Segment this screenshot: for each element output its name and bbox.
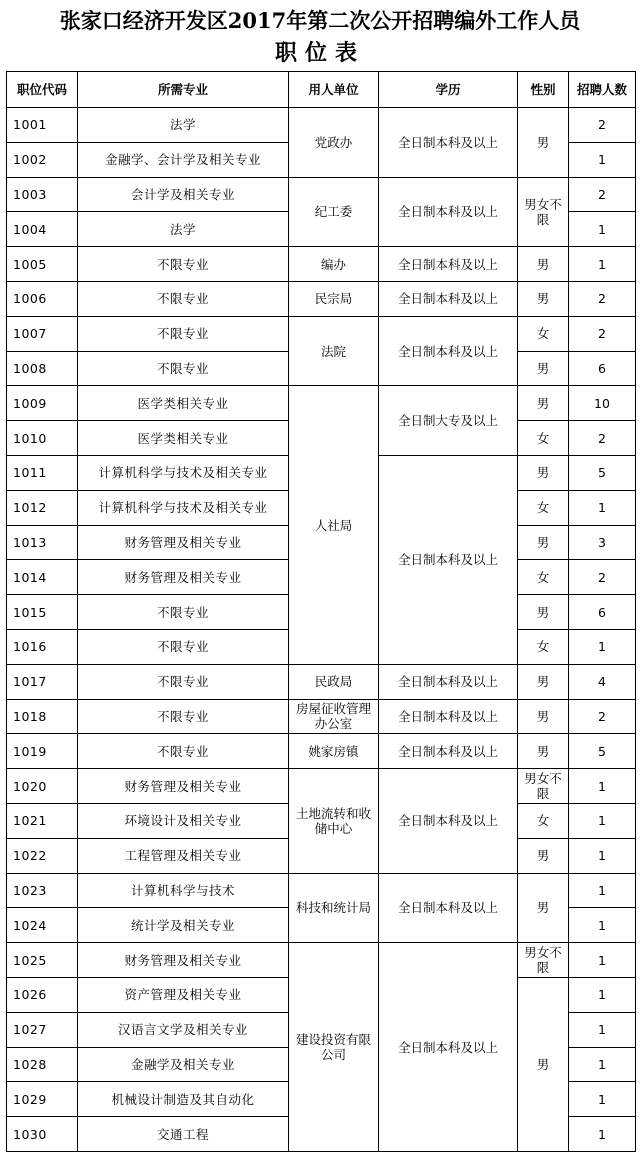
- header-code: 职位代码: [7, 72, 78, 108]
- cell-education: 全日制本科及以上: [379, 247, 518, 282]
- cell-code: 1006: [7, 281, 78, 316]
- header-education: 学历: [379, 72, 518, 108]
- cell-code: 1012: [7, 490, 78, 525]
- cell-major: 财务管理及相关专业: [78, 560, 289, 595]
- cell-major: 不限专业: [78, 281, 289, 316]
- cell-major: 法学: [78, 212, 289, 247]
- cell-major: 财务管理及相关专业: [78, 769, 289, 804]
- cell-major: 计算机科学与技术及相关专业: [78, 490, 289, 525]
- cell-code: 1014: [7, 560, 78, 595]
- cell-count: 1: [569, 1012, 636, 1047]
- cell-major: 统计学及相关专业: [78, 908, 289, 943]
- cell-gender: 男: [518, 595, 569, 630]
- cell-education: 全日制本科及以上: [379, 873, 518, 943]
- cell-gender: 男: [518, 734, 569, 769]
- cell-count: 1: [569, 212, 636, 247]
- cell-major: 不限专业: [78, 595, 289, 630]
- cell-gender: 男: [518, 247, 569, 282]
- cell-code: 1003: [7, 177, 78, 212]
- cell-major: 医学类相关专业: [78, 386, 289, 421]
- table-row: [7, 316, 636, 351]
- cell-code: 1002: [7, 142, 78, 177]
- cell-gender: 男: [518, 281, 569, 316]
- cell-major: 不限专业: [78, 734, 289, 769]
- cell-code: 1009: [7, 386, 78, 421]
- cell-unit: 土地流转和收储中心: [289, 769, 379, 873]
- cell-count: 2: [569, 108, 636, 143]
- cell-count: 2: [569, 421, 636, 456]
- table-row: [7, 247, 636, 282]
- cell-code: 1010: [7, 421, 78, 456]
- cell-code: 1004: [7, 212, 78, 247]
- cell-major: 计算机科学与技术: [78, 873, 289, 908]
- cell-major: 计算机科学与技术及相关专业: [78, 455, 289, 490]
- cell-major: 不限专业: [78, 351, 289, 386]
- cell-education: 全日制本科及以上: [379, 943, 518, 1152]
- cell-major: 工程管理及相关专业: [78, 838, 289, 873]
- cell-gender: 女: [518, 421, 569, 456]
- cell-code: 1005: [7, 247, 78, 282]
- cell-major: 环境设计及相关专业: [78, 803, 289, 838]
- cell-count: 1: [569, 977, 636, 1012]
- cell-gender: 男: [518, 386, 569, 421]
- cell-code: 1026: [7, 977, 78, 1012]
- cell-education: 全日制本科及以上: [379, 699, 518, 734]
- cell-gender: 男: [518, 351, 569, 386]
- cell-major: 财务管理及相关专业: [78, 525, 289, 560]
- cell-count: 10: [569, 386, 636, 421]
- cell-gender: 男: [518, 873, 569, 943]
- cell-unit: 纪工委: [289, 177, 379, 247]
- cell-count: 1: [569, 873, 636, 908]
- cell-gender: 女: [518, 560, 569, 595]
- cell-count: 1: [569, 769, 636, 804]
- cell-count: 2: [569, 316, 636, 351]
- cell-count: 1: [569, 1082, 636, 1117]
- cell-count: 1: [569, 1047, 636, 1082]
- cell-major: 资产管理及相关专业: [78, 977, 289, 1012]
- cell-code: 1023: [7, 873, 78, 908]
- cell-code: 1011: [7, 455, 78, 490]
- header-unit: 用人单位: [289, 72, 379, 108]
- cell-count: 5: [569, 455, 636, 490]
- cell-education: 全日制本科及以上: [379, 177, 518, 247]
- position-table: [6, 71, 636, 1152]
- cell-count: 2: [569, 177, 636, 212]
- table-row: [7, 386, 636, 421]
- cell-gender: 女: [518, 629, 569, 664]
- cell-gender: 男女不限: [518, 177, 569, 247]
- cell-major: 不限专业: [78, 629, 289, 664]
- table-row: [7, 699, 636, 734]
- cell-major: 会计学及相关专业: [78, 177, 289, 212]
- cell-count: 1: [569, 1117, 636, 1152]
- cell-code: 1017: [7, 664, 78, 699]
- cell-code: 1021: [7, 803, 78, 838]
- cell-unit: 建设投资有限公司: [289, 943, 379, 1152]
- cell-gender: 男女不限: [518, 943, 569, 978]
- table-row: [7, 177, 636, 212]
- cell-unit: 科技和统计局: [289, 873, 379, 943]
- cell-count: 5: [569, 734, 636, 769]
- cell-gender: 男: [518, 664, 569, 699]
- cell-code: 1022: [7, 838, 78, 873]
- cell-education: 全日制本科及以上: [379, 108, 518, 178]
- cell-code: 1018: [7, 699, 78, 734]
- cell-count: 1: [569, 490, 636, 525]
- cell-major: 医学类相关专业: [78, 421, 289, 456]
- cell-gender: 男: [518, 108, 569, 178]
- cell-code: 1008: [7, 351, 78, 386]
- cell-count: 6: [569, 351, 636, 386]
- cell-count: 1: [569, 629, 636, 664]
- cell-gender: 男: [518, 699, 569, 734]
- cell-major: 机械设计制造及其自动化: [78, 1082, 289, 1117]
- table-row: [7, 664, 636, 699]
- cell-gender: 女: [518, 803, 569, 838]
- table-row: [7, 108, 636, 143]
- header-gender: 性别: [518, 72, 569, 108]
- header-major: 所需专业: [78, 72, 289, 108]
- document-title: 张家口经济开发区2017年第二次公开招聘编外工作人员: [59, 8, 581, 33]
- table-row: [7, 281, 636, 316]
- cell-count: 6: [569, 595, 636, 630]
- cell-count: 2: [569, 699, 636, 734]
- cell-unit: 人社局: [289, 386, 379, 664]
- cell-gender: 女: [518, 316, 569, 351]
- cell-code: 1013: [7, 525, 78, 560]
- cell-gender: 女: [518, 490, 569, 525]
- cell-unit: 房屋征收管理办公室: [289, 699, 379, 734]
- cell-count: 2: [569, 560, 636, 595]
- cell-code: 1015: [7, 595, 78, 630]
- cell-education: 全日制本科及以上: [379, 769, 518, 873]
- cell-count: 4: [569, 664, 636, 699]
- header-count: 招聘人数: [569, 72, 636, 108]
- cell-count: 1: [569, 908, 636, 943]
- cell-major: 金融学、会计学及相关专业: [78, 142, 289, 177]
- cell-gender: 男女不限: [518, 769, 569, 804]
- cell-count: 1: [569, 803, 636, 838]
- cell-unit: 民政局: [289, 664, 379, 699]
- cell-code: 1016: [7, 629, 78, 664]
- cell-major: 不限专业: [78, 247, 289, 282]
- cell-unit: 编办: [289, 247, 379, 282]
- cell-major: 汉语言文学及相关专业: [78, 1012, 289, 1047]
- cell-major: 金融学及相关专业: [78, 1047, 289, 1082]
- cell-major: 法学: [78, 108, 289, 143]
- cell-major: 交通工程: [78, 1117, 289, 1152]
- cell-count: 2: [569, 281, 636, 316]
- cell-unit: 民宗局: [289, 281, 379, 316]
- cell-code: 1019: [7, 734, 78, 769]
- cell-major: 不限专业: [78, 316, 289, 351]
- cell-count: 1: [569, 247, 636, 282]
- cell-education: 全日制本科及以上: [379, 734, 518, 769]
- cell-unit: 姚家房镇: [289, 734, 379, 769]
- cell-major: 不限专业: [78, 664, 289, 699]
- cell-count: 3: [569, 525, 636, 560]
- table-row: [7, 769, 636, 804]
- cell-code: 1025: [7, 943, 78, 978]
- table-row: [7, 734, 636, 769]
- cell-code: 1027: [7, 1012, 78, 1047]
- cell-unit: 法院: [289, 316, 379, 386]
- cell-education: 全日制本科及以上: [379, 281, 518, 316]
- cell-gender: 男: [518, 977, 569, 1151]
- cell-code: 1030: [7, 1117, 78, 1152]
- cell-education: 全日制大专及以上: [379, 386, 518, 456]
- cell-code: 1001: [7, 108, 78, 143]
- cell-count: 1: [569, 838, 636, 873]
- table-row: [7, 873, 636, 908]
- cell-code: 1028: [7, 1047, 78, 1082]
- cell-education: 全日制本科及以上: [379, 455, 518, 664]
- cell-major: 不限专业: [78, 699, 289, 734]
- cell-gender: 男: [518, 838, 569, 873]
- cell-gender: 男: [518, 525, 569, 560]
- cell-major: 财务管理及相关专业: [78, 943, 289, 978]
- cell-code: 1029: [7, 1082, 78, 1117]
- table-header-row: [7, 72, 636, 108]
- cell-gender: 男: [518, 455, 569, 490]
- table-row: [7, 943, 636, 978]
- cell-unit: 党政办: [289, 108, 379, 178]
- cell-count: 1: [569, 943, 636, 978]
- document-subtitle: 职位表: [274, 40, 365, 66]
- cell-code: 1024: [7, 908, 78, 943]
- cell-code: 1020: [7, 769, 78, 804]
- cell-education: 全日制本科及以上: [379, 316, 518, 386]
- cell-education: 全日制本科及以上: [379, 664, 518, 699]
- cell-code: 1007: [7, 316, 78, 351]
- cell-count: 1: [569, 142, 636, 177]
